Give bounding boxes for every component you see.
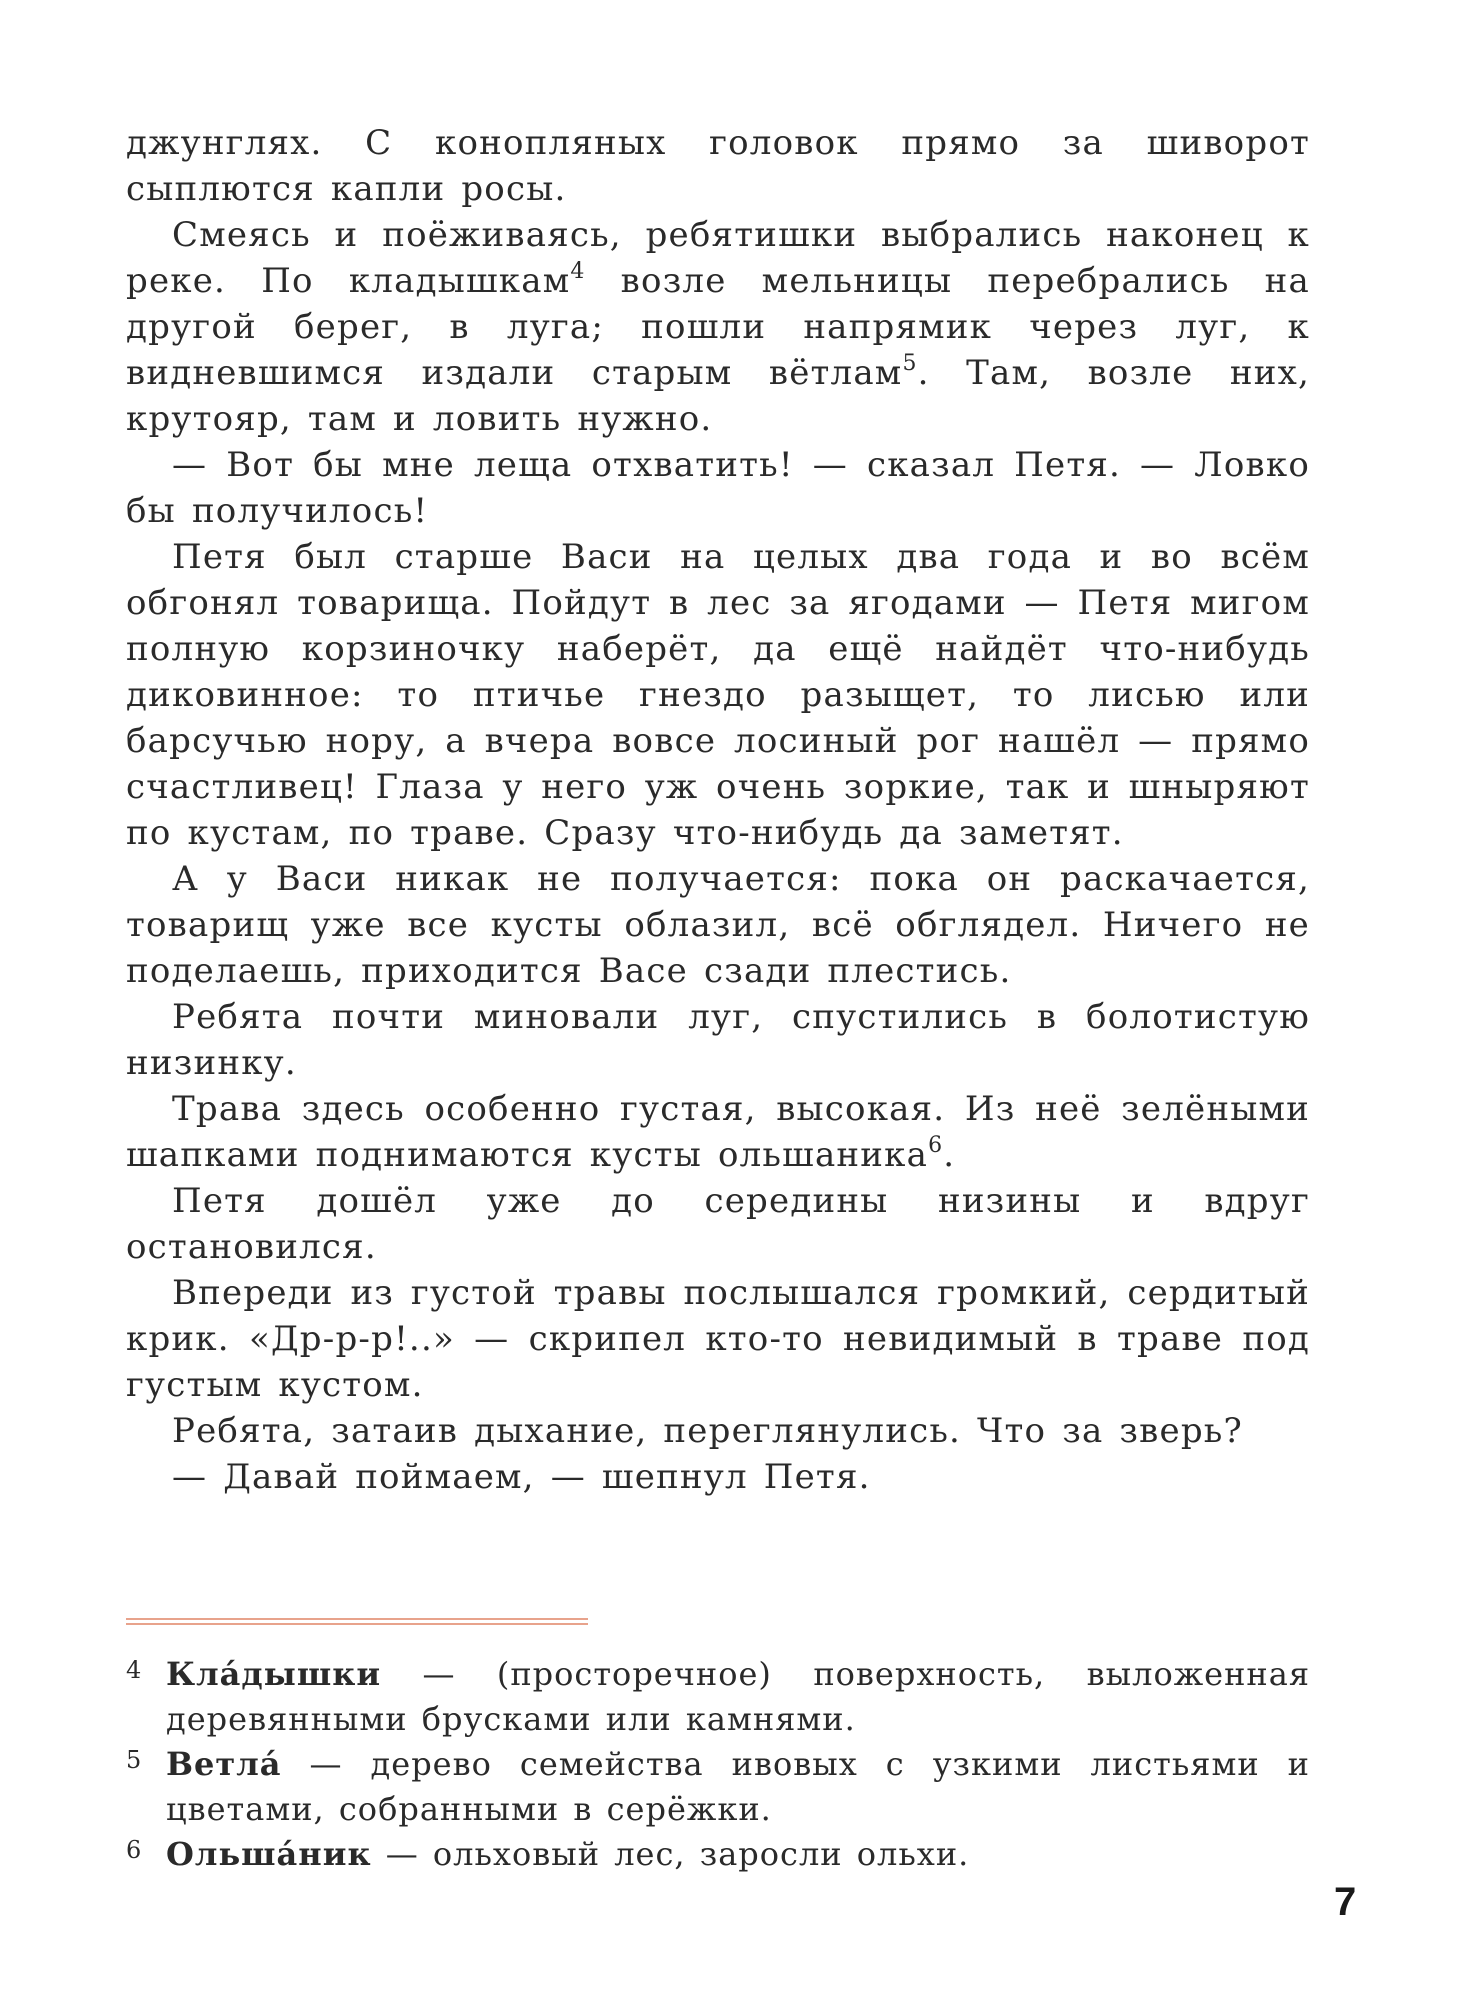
footnote-ref: 6 [928, 1132, 944, 1158]
paragraph [126, 856, 1310, 994]
footnote [126, 1832, 1310, 1877]
paragraph-text: Петя дошёл уже до середины низины и вдруг остановился. [126, 1181, 1310, 1267]
paragraph [126, 212, 1310, 442]
separator-line [126, 1623, 588, 1625]
paragraph-text: Трава здесь особенно густая, высокая. Из неё зелёными шапками поднимаются кусты ольшаника [126, 1089, 1310, 1175]
footnote-separator [126, 1618, 588, 1625]
paragraph [126, 1408, 1310, 1454]
footnote-term: Кла́дышки [166, 1655, 382, 1693]
footnote-text: — ольховый лес, заросли ольхи. [371, 1835, 970, 1873]
footnote-term: Ветла́ [166, 1745, 282, 1783]
paragraph-text: . [943, 1135, 956, 1175]
paragraph-text: Петя был старше Васи на целых два года и во всём обгонял товарища. Пойдут в лес за ягодами — Петя мигом полную корзиночку наберёт, да ещё найдёт что-нибудь диковинное: то птичье гнездо разыщет, то лисью или барсучью нору, а вчера вовсе лосиный рог нашёл — прямо счастливец! Глаза у него уж очень зоркие, так и шныряют по кустам, по траве. Сразу что-нибудь да заметят. [126, 537, 1310, 853]
separator-line [126, 1618, 588, 1620]
footnote-number: 4 [126, 1656, 143, 1684]
footnote-text: — дерево семейства ивовых с узкими листьями и цветами, собранными в серёжки. [166, 1745, 1310, 1828]
paragraph-text: А у Васи никак не получается: пока он раскачается, товарищ уже все кусты облазил, всё обглядел. Ничего не поделаешь, приходится Васе сзади плестись. [126, 859, 1310, 991]
footnote [126, 1652, 1310, 1742]
footnote-text: — (просторечное) поверхность, выложенная деревянными брусками или камнями. [166, 1655, 1310, 1738]
paragraph-text: Впереди из густой травы послышался громкий, сердитый крик. «Др-р-р!..» — скрипел кто-то невидимый в траве под густым кустом. [126, 1273, 1310, 1405]
paragraph-text: . Там, возле них, крутояр, там и ловить нужно. [126, 353, 1310, 439]
paragraph [126, 442, 1310, 534]
paragraph [126, 1086, 1310, 1178]
paragraph-text: возле мельницы перебрались на другой берег, в луга; пошли напрямик через луг, к видневшимся издали старым вётлам [126, 261, 1310, 393]
footnote-term: Ольша́ник [166, 1835, 372, 1873]
main-text [126, 120, 1310, 1500]
paragraph [126, 534, 1310, 856]
paragraph [126, 1270, 1310, 1408]
footnote [126, 1742, 1310, 1832]
page-number: 7 [1334, 1880, 1357, 1924]
paragraph [126, 1178, 1310, 1270]
footnotes [126, 1652, 1310, 1877]
footnote-number: 6 [126, 1836, 143, 1864]
paragraph [126, 1454, 1310, 1500]
paragraph [126, 120, 1310, 212]
footnote-number: 5 [126, 1746, 143, 1774]
paragraph [126, 994, 1310, 1086]
footnote-ref: 4 [570, 258, 586, 284]
paragraph-text: Ребята почти миновали луг, спустились в болотистую низинку. [126, 997, 1310, 1083]
paragraph-text: — Давай поймаем, — шепнул Петя. [172, 1457, 871, 1497]
paragraph-text: Ребята, затаив дыхание, переглянулись. Что за зверь? [172, 1411, 1243, 1451]
paragraph-text: — Вот бы мне леща отхватить! — сказал Петя. — Ловко бы получилось! [126, 445, 1310, 531]
paragraph-text: джунглях. С конопляных головок прямо за шиворот сыплются капли росы. [126, 123, 1310, 209]
footnote-ref: 5 [902, 350, 918, 376]
paragraph-text: Смеясь и поёживаясь, ребятишки выбрались наконец к реке. По кладышкам [126, 215, 1310, 301]
